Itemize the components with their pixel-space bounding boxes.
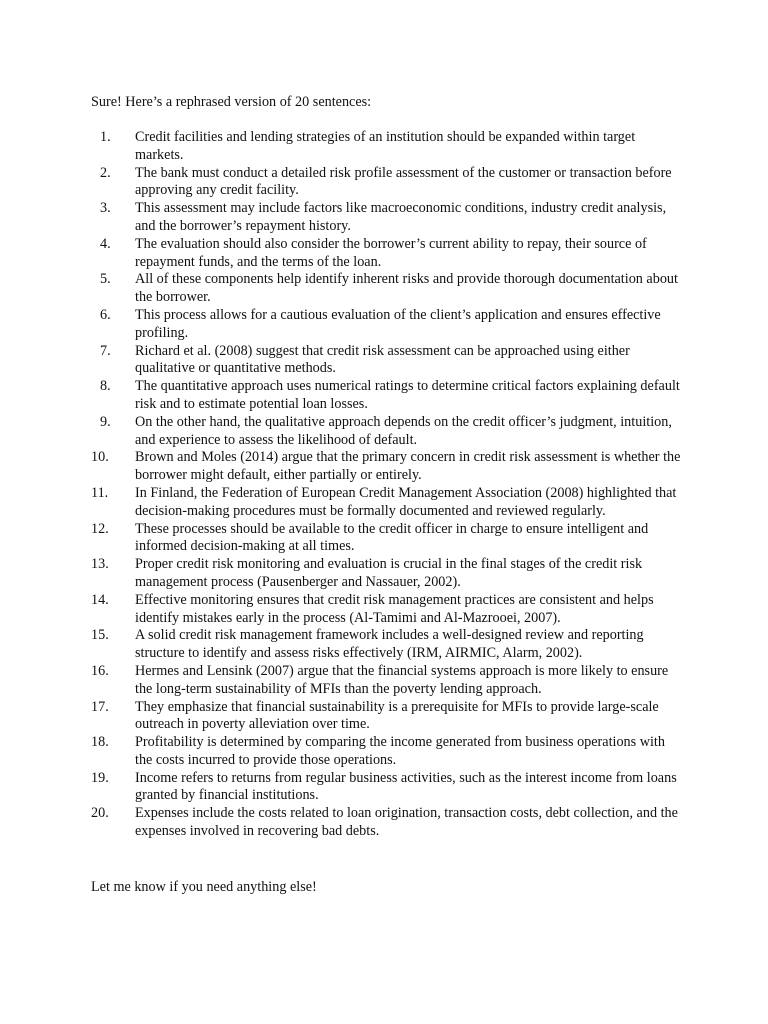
list-item-text: Hermes and Lensink (2007) argue that the financial systems approach is more likely to ensure the long-term sustainability of MFIs than the poverty lending approach. [135, 662, 669, 697]
list-item-text: Income refers to returns from regular business activities, such as the interest income from loans granted by financial institutions. [135, 769, 677, 804]
list-item-text: Profitability is determined by comparing the income generated from business operations with the costs incurred to provide those operations. [135, 734, 665, 768]
list-item [0, 592, 681, 628]
list-item-text: This process allows for a cautious evaluation of the client’s application and ensures effective profiling. [135, 306, 661, 341]
list-item [0, 236, 681, 272]
list-item [0, 414, 681, 450]
list-item-text: A solid credit risk management framework includes a well-designed review and reporting structure to identify and assess risks effectively (IRM, AIRMIC, Alarm, 2002). [135, 627, 644, 662]
list-item-number: 9. [100, 413, 111, 430]
list-item-number: 4. [100, 235, 111, 252]
list-item [0, 521, 681, 557]
list-item-number: 8. [100, 378, 111, 395]
list-item [0, 663, 681, 699]
list-item [0, 165, 681, 201]
numbered-list [0, 129, 768, 841]
list-item-number: 7. [100, 342, 111, 359]
list-item-number: 12. [91, 520, 109, 537]
list-item-text: Proper credit risk monitoring and evaluation is crucial in the final stages of the credit risk management process (Pausenberger and Nassauer, 2002). [135, 556, 643, 590]
list-item-text: They emphasize that financial sustainability is a prerequisite for MFIs to provide large-scale outreach in poverty alleviation over time. [135, 698, 659, 733]
list-item-number: 14. [91, 591, 109, 608]
list-item-text: Expenses include the costs related to loan origination, transaction costs, debt collection, and the expenses involved in recovering bad debts. [135, 805, 678, 840]
list-item [0, 449, 681, 485]
list-item-text: Credit facilities and lending strategies of an institution should be expanded within target markets. [135, 129, 636, 163]
list-item [0, 343, 681, 379]
list-item [0, 556, 681, 592]
list-item-number: 5. [100, 271, 111, 288]
list-item-number: 13. [91, 556, 109, 573]
intro-paragraph: Sure! Here’s a rephrased version of 20 sentences: [91, 94, 372, 110]
list-item-number: 16. [91, 662, 109, 679]
list-item [0, 200, 681, 236]
list-item-text: All of these components help identify inherent risks and provide thorough documentation about the borrower. [135, 271, 678, 306]
list-item-number: 6. [100, 306, 111, 323]
list-item [0, 805, 681, 841]
list-item-text: On the other hand, the qualitative approach depends on the credit officer’s judgment, intuition, and experience to assess the likelihood of default. [135, 413, 672, 448]
list-item [0, 734, 681, 770]
list-item-text: These processes should be available to the credit officer in charge to ensure intelligent and informed decision-making at all times. [135, 520, 649, 555]
list-item [0, 485, 681, 521]
list-item [0, 129, 681, 165]
list-item-number: 15. [91, 627, 109, 644]
list-item-number: 18. [91, 734, 109, 751]
list-item-number: 3. [100, 200, 111, 217]
list-item-number: 17. [91, 698, 109, 715]
list-item-number: 1. [100, 129, 111, 145]
list-item-text: The quantitative approach uses numerical ratings to determine critical factors explaining default risk and to estimate potential loan losses. [135, 378, 680, 412]
list-item-number: 20. [91, 805, 109, 822]
list-item [0, 770, 681, 806]
list-item [0, 627, 681, 663]
list-item-number: 10. [91, 449, 109, 466]
list-item-number: 11. [91, 484, 109, 501]
list-item-text: The bank must conduct a detailed risk profile assessment of the customer or transaction before approving any credit facility. [135, 164, 672, 199]
list-item [0, 378, 681, 414]
list-item-text: In Finland, the Federation of European Credit Management Association (2008) highlighted that decision-making procedures must be formally documented and reviewed regularly. [135, 484, 677, 519]
list-item [0, 271, 681, 307]
list-item [0, 699, 681, 735]
list-item-text: The evaluation should also consider the borrower’s current ability to repay, their source of repayment funds, and the terms of the loan. [135, 235, 647, 270]
closing-paragraph: Let me know if you need anything else! [91, 879, 317, 895]
list-item [0, 307, 681, 343]
list-item-number: 19. [91, 769, 109, 786]
list-item-text: Richard et al. (2008) suggest that credit risk assessment can be approached using either qualitative or quantitative methods. [135, 342, 630, 377]
list-item-text: Brown and Moles (2014) argue that the primary concern in credit risk assessment is whether the borrower might default, either partially or entirely. [135, 449, 681, 484]
list-item-text: Effective monitoring ensures that credit risk management practices are consistent and helps identify mistakes early in the process (Al-Tamimi and Al-Mazrooei, 2007). [135, 591, 654, 626]
list-item-text: This assessment may include factors like macroeconomic conditions, industry credit analysis, and the borrower’s repayment history. [135, 200, 667, 234]
list-item-number: 2. [100, 164, 111, 181]
